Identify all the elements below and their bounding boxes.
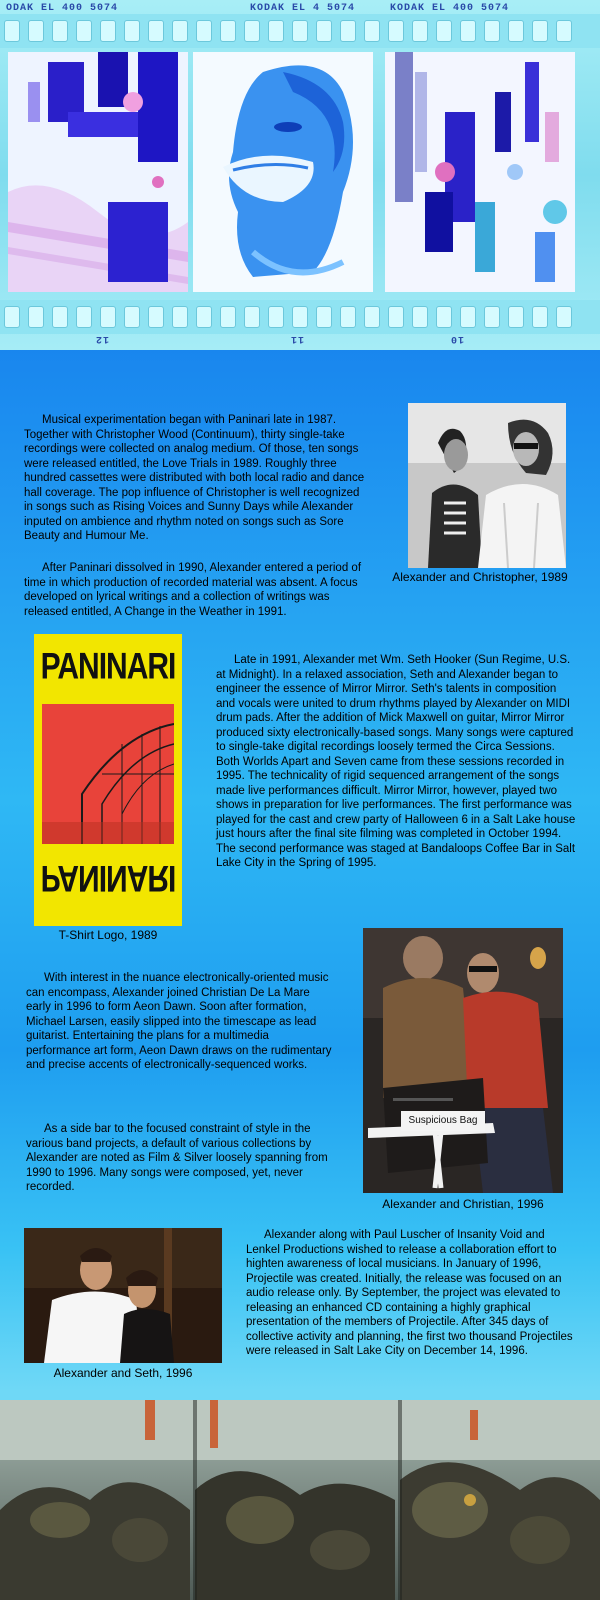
sprocket-hole [556, 306, 572, 328]
sprocket-hole [316, 20, 332, 42]
film-strip-footer [0, 1400, 600, 1600]
frame-number: 12 [95, 333, 110, 344]
caption-logo: T-Shirt Logo, 1989 [58, 928, 158, 942]
sprocket-hole [364, 20, 380, 42]
sprocket-hole [52, 306, 68, 328]
sprocket-hole [508, 306, 524, 328]
sprocket-hole [484, 306, 500, 328]
sprocket-hole [28, 20, 44, 42]
frame-number: 11 [290, 333, 305, 344]
sprocket-hole [532, 306, 548, 328]
sprocket-hole [76, 20, 92, 42]
logo-panel [42, 704, 174, 844]
sprocket-row-bottom [0, 300, 600, 334]
sprocket-hole [412, 20, 428, 42]
sprocket-hole [268, 306, 284, 328]
sprocket-hole [220, 306, 236, 328]
bag-label: Suspicious Bag [401, 1111, 485, 1131]
sprocket-hole [532, 20, 548, 42]
sprocket-hole [52, 20, 68, 42]
sprocket-hole [220, 20, 236, 42]
sprocket-hole [436, 20, 452, 42]
sprocket-hole [412, 306, 428, 328]
frame-number: 10 [450, 333, 465, 344]
film-strip-header [0, 0, 600, 350]
caption-seth: Alexander and Seth, 1996 [53, 1366, 193, 1380]
film-edge-text: KODAK EL 4 5074 [250, 3, 356, 14]
paragraph-after-paninari: After Paninari dissolved in 1990, Alexander entered a period of time in which production of recorded material was absent. A focus developed on lyrical writings and a collection of writings was released entitled, A Change in the Weather in 1991. [24, 562, 362, 618]
logo-word: PANINARI [40, 645, 176, 687]
logo-word-flipped: PANINARI [40, 857, 176, 899]
caption-christian: Alexander and Christian, 1996 [382, 1197, 544, 1211]
paragraph-paninari: Musical experimentation began with Paninari late in 1987. Together with Christopher Wood (Continuum), thirty single-take recordings were collected on analog medium. Of those, ten songs were released entitled, the Love Trials in 1989. Roughly three hundred cassettes were distributed with both local radio and dance hall coverage. The pop influence of Christopher is well recognized in songs such as Rising Voices and Sunny Days while Alexander inputed on ambience and rhythm noted on songs such as Sore Beauty and Humour Me. [24, 414, 365, 542]
film-frame-3 [385, 52, 575, 292]
sprocket-hole [364, 306, 380, 328]
sprocket-hole [268, 20, 284, 42]
sprocket-hole [460, 306, 476, 328]
sprocket-hole [292, 20, 308, 42]
sprocket-hole [340, 306, 356, 328]
sprocket-hole [124, 306, 140, 328]
sprocket-hole [292, 306, 308, 328]
sprocket-hole [148, 306, 164, 328]
film-edge-text: ODAK EL 400 5074 [6, 3, 119, 14]
tshirt-logo [34, 634, 182, 926]
sprocket-hole [124, 20, 140, 42]
film-edge-text: KODAK EL 400 5074 [390, 3, 510, 14]
photo-alexander-christopher [408, 403, 566, 568]
sprocket-row-top [0, 14, 600, 48]
sprocket-hole [340, 20, 356, 42]
sprocket-hole [4, 20, 20, 42]
sprocket-hole [244, 20, 260, 42]
paragraph-film-silver: As a side bar to the focused constraint of style in the various band projects, a default of various collections by Alexander are noted as Film & Silver loosely spanning from 1990 to 1996. Many songs were composed, yet, never recorded. [26, 1123, 328, 1193]
sprocket-hole [76, 306, 92, 328]
sprocket-hole [316, 306, 332, 328]
sprocket-hole [4, 306, 20, 328]
film-frame-1 [8, 52, 188, 292]
caption-christopher: Alexander and Christopher, 1989 [392, 570, 568, 584]
sprocket-hole [28, 306, 44, 328]
paragraph-aeon-dawn: With interest in the nuance electronically-oriented music can encompass, Alexander joined Christian De La Mare early in 1996 to form Aeon Dawn. Soon after formation, Michael Larsen, easily slipped into the timescape as lead guitarist. Entertaining the plans for a multimedia performance art form, Aeon Dawn draws on the rudimentary and precise accents of electronically-sequenced works. [26, 972, 332, 1071]
photo-alexander-christian [363, 928, 563, 1193]
sprocket-hole [436, 306, 452, 328]
sprocket-hole [196, 306, 212, 328]
paragraph-mirror-mirror: Late in 1991, Alexander met Wm. Seth Hooker (Sun Regime, U.S. at Midnight). In a relaxed association, Seth and Alexander began to engineer the essence of Mirror Mirror. Seth's talents in composition and vocals were united to drum rhythms played by Alexander on MIDI drum pads. After the addition of Mick Maxwell on guitar, Mirror Mirror produced sixty electronically-based songs. Many songs were captured to single-take digital recordings loosely termed the Circa Sessions. Both Worlds Apart and Seven came from these sessions recorded in 1995. The technicality of rigid sequenced arrangement of the songs made live performances difficult. Mirror Mirror, however, played two shows in preparation for live performances. The first performance was played for the cast and crew party of Halloween 6 in a Salt Lake house just hours after the final site filming was completed in October 1994. The second performance was staged at Bandaloops Coffee Bar in Salt Lake City in the Spring of 1995. [216, 654, 576, 869]
photo-alexander-seth [24, 1228, 222, 1363]
sprocket-hole [244, 306, 260, 328]
sprocket-hole [508, 20, 524, 42]
sprocket-hole [388, 306, 404, 328]
sprocket-hole [100, 20, 116, 42]
sprocket-hole [388, 20, 404, 42]
paragraph-projectile: Alexander along with Paul Luscher of Insanity Void and Lenkel Productions wished to release a collaboration effort to highten awareness of local musicians. In January of 1996, Projectile was created. Initially, the release was focused on an audio release only. By September, the project was elevated to releasing an enhanced CD containing a highly graphical presentation of the members of Projectile. After 345 days of collective activity and planning, the first two thousand Projectiles were released in Salt Lake City on December 14, 1996. [246, 1229, 573, 1357]
sprocket-hole [172, 20, 188, 42]
sprocket-hole [460, 20, 476, 42]
sprocket-hole [100, 306, 116, 328]
sprocket-hole [148, 20, 164, 42]
sprocket-hole [484, 20, 500, 42]
sprocket-hole [196, 20, 212, 42]
sprocket-hole [556, 20, 572, 42]
film-frame-2 [193, 52, 373, 292]
sprocket-hole [172, 306, 188, 328]
